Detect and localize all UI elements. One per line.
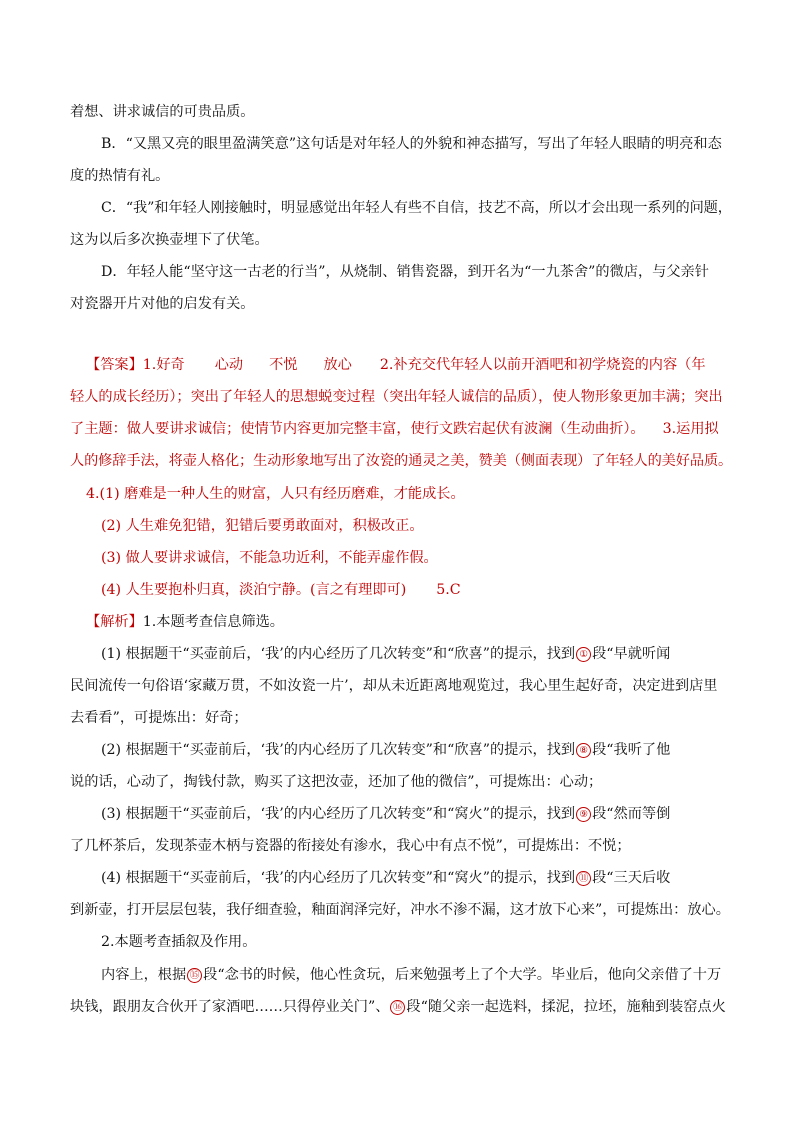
analysis-p4-line1 (101, 869, 670, 887)
paragraph-marker: ⑧ (576, 743, 591, 758)
analysis-p5-l2-b: 段“随父亲一起选料，揉泥，拉坯，施釉到装窑点火 (406, 999, 726, 1015)
analysis-head-1-text: 1.本题考查信息筛选。 (142, 614, 284, 630)
answer-label: 【答案】 (86, 357, 143, 373)
option-c-line2: 这为以后多次换壶埋下了伏笔。 (70, 232, 269, 248)
analysis-p4-a: (4) 根据题干“买壶前后，‘我’的内心经历了几次转变”和“窝火”的提示，找到 (101, 870, 576, 886)
option-d-line2: 对瓷器开片对他的启发有关。 (70, 296, 255, 312)
paragraph-marker: ① (576, 647, 591, 662)
answer-q2-end: 了主题：做人要讲求诚信；使情节内容更加完整丰富，使行文跌宕起伏有波澜（生动曲折）。 (70, 421, 645, 437)
answer-word-2: 心动 (214, 357, 244, 373)
answer-q3-start: 3.运用拟 (662, 421, 719, 437)
analysis-p3-a: (3) 根据题干“买壶前后，‘我’的内心经历了几次转变”和“窝火”的提示，找到 (101, 806, 576, 822)
analysis-p3-line2: 了几杯茶后，发现茶壶木柄与瓷器的衔接处有渗水，我心中有点不悦”，可提炼出：不悦； (70, 838, 631, 854)
answer-word-4: 放心 (323, 357, 352, 373)
analysis-p4-line2: 到新壶，打开层层包装，我仔细查验，釉面润泽完好，冲水不渗不漏，这才放下心来”，可提炼出：放心。 (70, 902, 730, 918)
analysis-p3-line1 (101, 805, 670, 823)
analysis-p2-line1 (101, 741, 670, 759)
analysis-p5-line2 (70, 998, 726, 1016)
analysis-head-2: 2.本题考查插叙及作用。 (101, 934, 257, 950)
answer-word-1: 好奇 (156, 357, 185, 373)
analysis-p2-line2: 说的话，心动了，掏钱付款，购买了这把汝壶，还加了他的微信”，可提炼出：心动； (70, 774, 603, 790)
answer-line-2: 轻人的成长经历）；突出了年轻人的思想蜕变过程（突出年轻人诚信的品质），使人物形象更加丰满；突出 (70, 389, 723, 405)
option-d-line1: D．年轻人能“坚守这一古老的行当”，从烧制、销售瓷器，到开名为“一九茶舍”的微店，与父亲针 (101, 264, 709, 280)
analysis-p2-b: 段“我听了他 (592, 742, 671, 758)
option-a-tail: 着想、讲求诚信的可贵品质。 (70, 104, 255, 120)
analysis-label: 【解析】 (86, 614, 143, 630)
analysis-p1-line3: 去看看”，可提炼出：好奇； (70, 710, 248, 726)
analysis-p1-line2: 民间流传一句俗语‘家藏万贯，不如汝瓷一片’，却从未近距离地观览过，我心里生起好奇，决定进到店里 (70, 678, 718, 694)
analysis-p5-b: 段“念书的时候，他心性贪玩，后来勉强考上了个大学。毕业后，他向父亲借了十万 (203, 967, 722, 983)
answer-q4-1: 4.(1) 磨难是一种人生的财富，人只有经历磨难，才能成长。 (86, 486, 465, 502)
answer-q1-num: 1. (142, 357, 157, 373)
analysis-p4-b: 段“三天后收 (592, 870, 671, 886)
paragraph-marker: ⑯ (390, 1000, 405, 1015)
analysis-p3-b: 段“然而等倒 (592, 806, 671, 822)
paragraph-marker: ⑪ (576, 871, 591, 886)
analysis-head-1 (86, 613, 284, 631)
answer-line-3 (70, 420, 719, 438)
answer-word-3: 不悦 (269, 357, 298, 373)
paragraph-marker: ⑮ (187, 968, 202, 983)
option-c-line1: C．“我”和年轻人刚接触时，明显感觉出年轻人有些不自信，技艺不高，所以才会出现一系列的问题， (101, 200, 732, 216)
answer-line-4: 人的修辞手法，将壶人格化；生动形象地写出了汝瓷的通灵之美，赞美（侧面表现）了年轻人的美好品质。 (70, 453, 733, 469)
analysis-p1-a: (1) 根据题干“买壶前后，‘我’的内心经历了几次转变”和“欣喜”的提示，找到 (101, 646, 576, 662)
analysis-p5-a: 内容上，根据 (101, 967, 187, 983)
analysis-p1-line1 (101, 645, 670, 663)
answer-q2-start: 2.补充交代年轻人以前开酒吧和初学烧瓷的内容（年 (379, 357, 706, 373)
analysis-p1-b: 段“早就听闻 (592, 646, 671, 662)
answer-q4-4 (101, 581, 461, 599)
answer-q4-4-text: (4) 人生要抱朴归真，淡泊宁静。(言之有理即可) (101, 582, 407, 598)
answer-q5: 5.C (436, 582, 461, 598)
option-b-line2: 度的热情有礼。 (70, 168, 170, 184)
analysis-p5-l2-a: 块钱，跟朋友合伙开了家酒吧……只得停业关门”、 (70, 999, 390, 1015)
analysis-p5-line1 (101, 966, 721, 984)
analysis-p2-a: (2) 根据题干“买壶前后，‘我’的内心经历了几次转变”和“欣喜”的提示，找到 (101, 742, 576, 758)
option-b-line1: B．“又黑又亮的眼里盈满笑意”这句话是对年轻人的外貌和神态描写，写出了年轻人眼睛的明亮和态 (101, 136, 722, 152)
answer-q4-2: (2) 人生难免犯错，犯错后要勇敢面对，积极改正。 (101, 518, 424, 534)
paragraph-marker: ⑨ (576, 807, 591, 822)
answer-q4-3: (3) 做人要讲求诚信，不能急功近利，不能弄虚作假。 (101, 550, 438, 566)
answer-line-1 (86, 356, 706, 374)
